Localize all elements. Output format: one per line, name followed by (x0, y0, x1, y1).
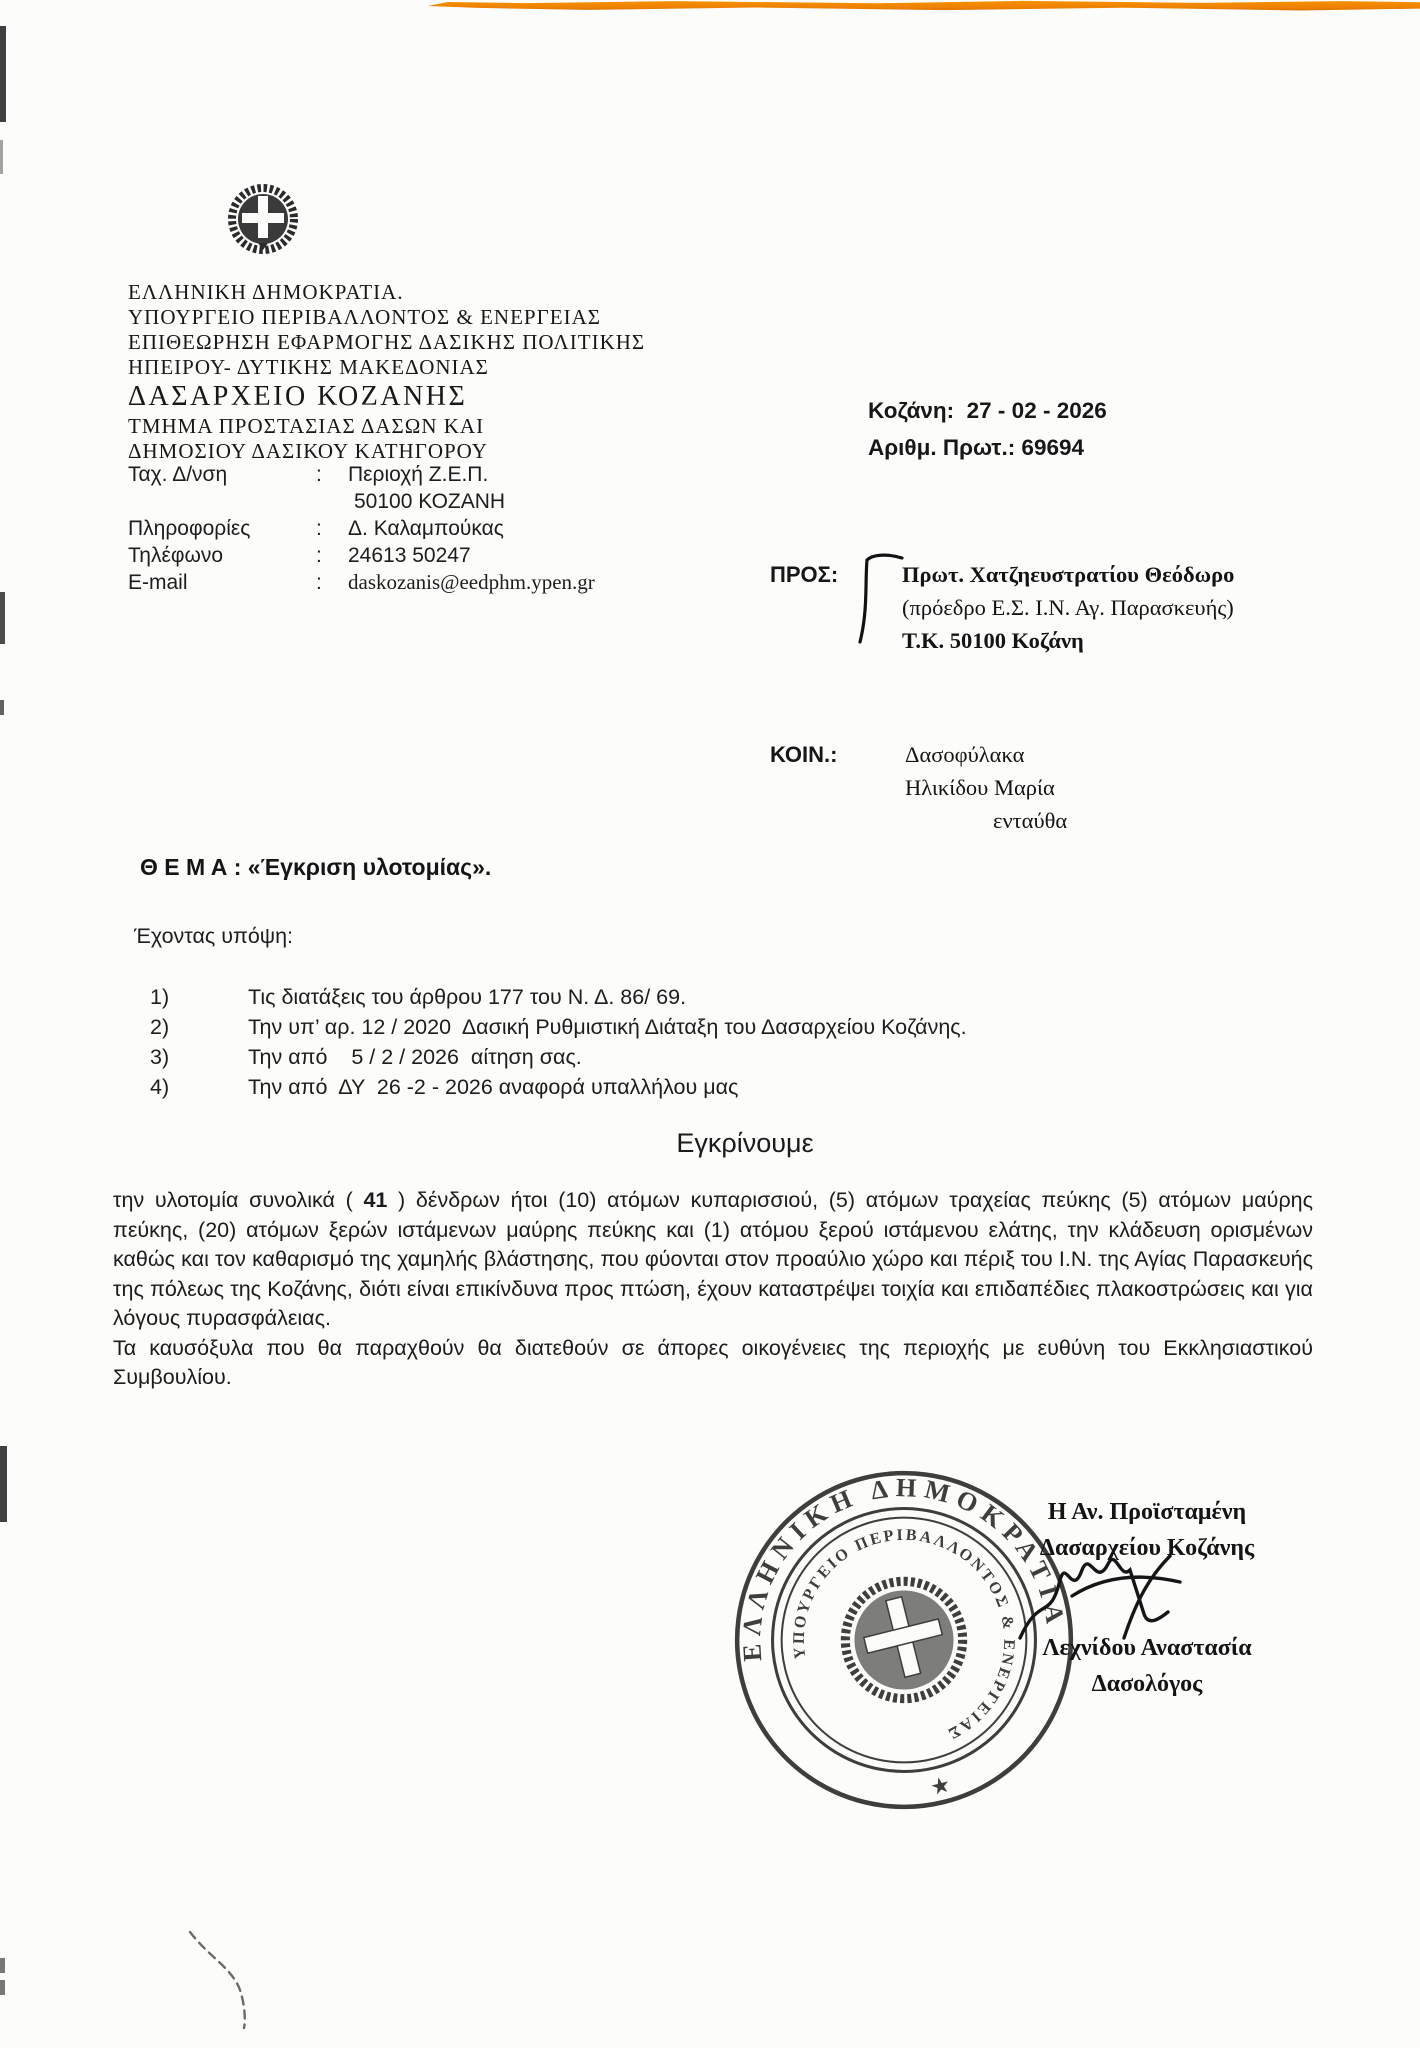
subject-label: Θ Ε Μ Α : (140, 854, 242, 880)
dept-line: ΤΜΗΜΑ ΠΡΟΣΤΑΣΙΑΣ ΔΑΣΩΝ ΚΑΙ (128, 414, 485, 438)
contact-separator: : (316, 544, 322, 567)
scan-top-strip (428, 0, 1420, 11)
contact-label: Ταχ. Δ/νση (128, 463, 228, 486)
contact-label: Πληροφορίες (128, 517, 251, 540)
scan-artifact (0, 592, 5, 644)
place-date: Κοζάνη: 27 - 02 - 2026 (868, 398, 1107, 423)
contact-value-email: daskozanis@eedphm.ypen.gr (348, 570, 595, 594)
dept-line: ΔΗΜΟΣΙΟΥ ΔΑΣΙΚΟΥ ΚΑΤΗΓΟΡΟΥ (128, 439, 488, 463)
cc-line: Δασοφύλακα (905, 742, 1025, 767)
contact-separator: : (316, 517, 322, 540)
cc-block (905, 738, 1305, 837)
signer-name: Λεχνίδου Αναστασία (1042, 1635, 1252, 1661)
list-item (150, 1072, 1300, 1102)
decision-paragraph-1 (113, 1186, 1313, 1334)
list-item (150, 1012, 1300, 1042)
contact-row-address (128, 461, 688, 515)
contact-value-line2: 50100 ΚΟΖΑΝΗ (354, 490, 506, 513)
subject-line (140, 854, 491, 881)
decision-body (113, 1186, 1313, 1393)
cc-line: ενταύθα (993, 808, 1068, 833)
tree-count: 41 (363, 1188, 388, 1212)
list-item (150, 1042, 1300, 1072)
contact-row-phone (128, 542, 688, 569)
signer-role: Δασολόγος (1091, 1671, 1203, 1697)
list-item-number: 4) (150, 1075, 170, 1099)
list-item-text: Την από ΔΥ 26 -2 - 2026 αναφορά υπαλλήλου μας (248, 1075, 739, 1099)
handwritten-bracket-mark (856, 552, 904, 650)
contact-separator: : (316, 463, 322, 486)
scan-artifact (0, 1446, 7, 1522)
contact-row-email (128, 569, 688, 596)
to-label: ΠΡΟΣ: (770, 562, 839, 587)
pen-mark (172, 1922, 292, 2042)
org-line: ΕΠΙΘΕΩΡΗΣΗ ΕΦΑΡΜΟΓΗΣ ΔΑΣΙΚΗΣ ΠΟΛΙΤΙΚΗΣ (128, 330, 646, 354)
having-regard-line: Έχοντας υπόψη: (134, 924, 294, 948)
agency-name: ΔΑΣΑΡΧΕΙΟ ΚΟΖΑΝΗΣ (128, 381, 468, 412)
stamp-inner-ring-text: ΥΠΟΥΡΓΕΙΟ ΠΕΡΙΒΑΛΛΟΝΤΟΣ & ΕΝΕΡΓΕΙΑΣ (790, 1526, 1018, 1743)
contact-value: Περιοχή Ζ.Ε.Π. (348, 463, 489, 486)
scan-artifact (0, 700, 4, 715)
contact-value: Δ. Καλαμπούκας (348, 517, 504, 540)
protocol-number: Αριθμ. Πρωτ.: 69694 (868, 435, 1085, 460)
scan-artifact (0, 26, 6, 122)
contact-label: E-mail (128, 571, 188, 594)
signature-block (952, 1494, 1342, 1702)
scan-artifact (0, 1958, 5, 1973)
scan-artifact (0, 1980, 5, 1995)
cc-line: Ηλικίδου Μαρία (905, 775, 1055, 800)
date-protocol-block (868, 392, 1107, 466)
list-item-number: 1) (150, 985, 170, 1009)
scan-artifact (0, 140, 3, 174)
org-line: ΕΛΛΗΝΙΚΗ ΔΗΜΟΚΡΑΤΙΑ. (128, 280, 404, 304)
letterhead-org-block (128, 280, 768, 464)
body-text-segment: ) δένδρων ήτοι (10) ατόμων κυπαρισσιού, (5) ατόμων τραχείας πεύκης (5) ατόμων μαύρης πεύκης, (20) ατόμων ξερών ιστάμενων μαύρης πεύκης και (1) ατόμου ξερού ιστάμενου ελάτης, την κλάδευση ορισμένων καθώς και τον καθαρισμό της χαμηλής βλάστησης, που φύονται στον προαύλιο χώρο και πέριξ του Ι.Ν. της Αγίας Παρασκευής της πόλεως της Κοζάνης, διότι είναι επικίνδυνα προς πτώση, έχουν καταστρέψει τοιχία και επιδαπέδιες πλακοστρώσεις και για λόγους πυρασφάλειας. (113, 1188, 1313, 1330)
decision-paragraph-2: Τα καυσόξυλα που θα παραχθούν θα διατεθούν σε άπορες οικογένειες της περιοχής με ευθύνη του Εκκλησιαστικού Συμβουλίου. (113, 1335, 1313, 1389)
list-item-text: Την από 5 / 2 / 2026 αίτηση σας. (248, 1045, 582, 1069)
contact-label: Τηλέφωνο (128, 544, 224, 567)
cc-label: ΚΟΙΝ.: (770, 742, 838, 767)
approval-heading: Εγκρίνουμε (676, 1128, 814, 1158)
org-line: ΗΠΕΙΡΟΥ- ΔΥΤΙΚΗΣ ΜΑΚΕΔΟΝΙΑΣ (128, 355, 489, 379)
stamp-outer-ring-text: ΕΛΛΗΝΙΚΗ ΔΗΜΟΚΡΑΤΙΑ (736, 1472, 1071, 1663)
signature-scribble (1012, 1542, 1222, 1692)
signer-title: Η Αν. Προϊσταμένη (1047, 1499, 1247, 1525)
recipient-line: Πρωτ. Χατζηευστρατίου Θεόδωρο (902, 562, 1235, 587)
contact-separator: : (316, 571, 322, 594)
body-text-segment: την υλοτομία συνολικά ( (113, 1188, 364, 1212)
list-item (150, 982, 1300, 1012)
recipient-line: (πρόεδρο Ε.Σ. Ι.Ν. Αγ. Παρασκευής) (902, 595, 1234, 620)
org-line: ΥΠΟΥΡΓΕΙΟ ΠΕΡΙΒΑΛΛΟΝΤΟΣ & ΕΝΕΡΓΕΙΑΣ (128, 305, 601, 329)
list-item-text: Τις διατάξεις του άρθρου 177 του Ν. Δ. 86/ 69. (248, 985, 687, 1009)
list-item-number: 3) (150, 1045, 170, 1069)
recipient-line: Τ.Κ. 50100 Κοζάνη (902, 628, 1084, 653)
contact-row-info (128, 515, 688, 542)
signer-title: Δασαρχείου Κοζάνης (1039, 1535, 1255, 1561)
greek-emblem-icon (222, 180, 304, 262)
contact-block (128, 461, 688, 596)
list-item-number: 2) (150, 1015, 170, 1039)
stamp-star: ★ (927, 1771, 954, 1801)
recipient-block (902, 558, 1362, 657)
contact-value: 24613 50247 (348, 544, 471, 567)
subject-text: «Έγκριση υλοτομίας». (241, 854, 492, 880)
list-item-text: Την υπ’ αρ. 12 / 2020 Δασική Ρυθμιστική Διάταξη του Δασαρχείου Κοζάνης. (248, 1015, 967, 1039)
considerations-list (150, 982, 1300, 1102)
